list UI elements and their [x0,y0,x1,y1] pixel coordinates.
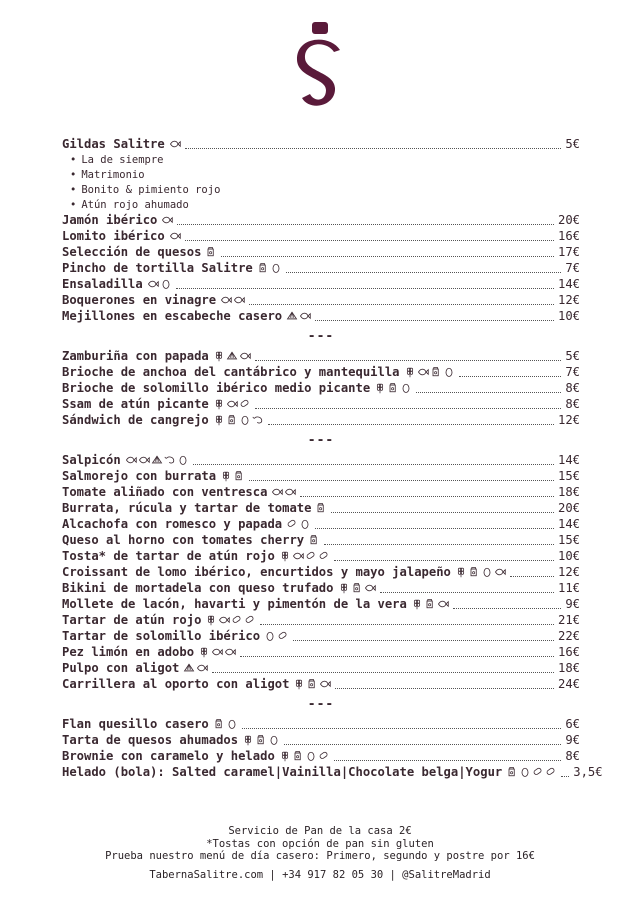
menu-item-price: 16€ [557,645,580,659]
nut-icon [545,766,557,778]
wheat-icon [404,366,416,378]
menu-item-price: 12€ [557,413,580,427]
wheat-icon [455,566,467,578]
menu-item [62,484,580,500]
allergen-icons [293,678,331,690]
dot-leader [176,288,554,289]
menu-item [62,748,580,764]
milk-icon [506,766,518,778]
menu-item-name: Croissant de lomo ibérico, encurtidos y mayo jalapeño [62,565,451,579]
wheat-icon [205,614,217,626]
dot-leader [335,688,554,689]
menu-item-price: 14€ [557,517,580,531]
dot-leader [249,304,554,305]
allergen-icons [183,662,208,674]
allergen-icons [242,734,280,746]
dot-leader [212,672,554,673]
section-separator: --- [307,328,335,344]
menu-item-price: 7€ [565,365,580,379]
milk-icon [351,582,363,594]
menu-item-price: 14€ [557,277,580,291]
allergen-icons [404,366,455,378]
nut-icon [318,550,330,562]
menu-item-name: Ensaladilla [62,277,143,291]
menu-item-price: 24€ [557,677,580,691]
menu-item-name: Tosta* de tartar de atún rojo [62,549,275,563]
menu-item-name: Tartar de solomillo ibérico [62,629,261,643]
dot-leader [331,512,554,513]
dot-leader [284,744,561,745]
menu-item-name: Brioche de anchoa del cantábrico y mantequilla [62,365,400,379]
dot-leader [286,272,562,273]
fish-icon [226,398,238,410]
dot-leader [185,148,562,149]
menu-item [62,244,580,260]
gluten-free-note: *Tostas con opción de pan sin gluten [206,837,434,850]
allergen-icons [205,614,256,626]
menu-item [62,276,580,292]
egg-icon [239,414,251,426]
menu-item-price: 14€ [557,453,580,467]
menu-item-name: Sándwich de cangrejo [62,413,209,427]
menu-item-price: 9€ [565,597,580,611]
nut-icon [231,614,243,626]
menu-item-name: Tarta de quesos ahumados [62,733,239,747]
menu-item-price: 7€ [565,261,580,275]
fish-icon [437,598,449,610]
egg-icon [305,750,317,762]
menu-item-name: Gildas Salitre [62,137,165,151]
menu-item-name: Pulpo con aligot [62,661,180,675]
menu-item-price: 12€ [557,565,580,579]
milk-icon [205,246,217,258]
menu-item [62,412,580,428]
wheat-icon [213,398,225,410]
dot-leader [315,528,554,529]
wheat-icon [242,734,254,746]
wheat-icon [293,678,305,690]
menu-item [62,212,580,228]
menu-item [62,612,580,628]
menu-item-price: 10€ [557,549,580,563]
dot-leader [453,608,561,609]
dot-leader [510,576,554,577]
allergen-icons [169,138,181,150]
fish-icon [138,454,150,466]
menu-item-name: Burrata, rúcula y tartar de tomate [62,501,312,515]
menu-item-name: Helado (bola): Salted caramel|Vainilla|Chocolate belga|Yogur [62,765,503,779]
menu-item-price: 20€ [557,213,580,227]
fish-icon [224,646,236,658]
allergen-icons [286,518,311,530]
menu-item [62,644,580,660]
section-separator: --- [307,432,335,448]
menu-item-name: Zamburiña con papada [62,349,209,363]
egg-icon [519,766,531,778]
nut-icon [532,766,544,778]
milk-icon [255,734,267,746]
daily-menu-note: Prueba nuestro menú de día casero: Primero, segundo y postre por 16€ [105,850,535,862]
dot-leader [249,480,554,481]
wheat-icon [213,414,225,426]
fish-icon [211,646,223,658]
allergen-icons [213,398,251,410]
dot-leader [334,760,562,761]
menu-item [62,548,580,564]
allergen-icons [220,294,245,306]
menu-item-price: 8€ [565,397,580,411]
fish-icon [271,486,283,498]
milk-icon [468,566,480,578]
fish-icon [364,582,376,594]
menu-item-price: 15€ [557,533,580,547]
fish-icon [196,662,208,674]
shrimp-icon [164,454,176,466]
menu-item-name: Salpicón [62,453,121,467]
menu-item [62,764,603,780]
dot-leader [324,544,554,545]
menu-item [62,348,580,364]
menu-item-name: Boquerones en vinagre [62,293,217,307]
menu-item [62,716,580,732]
menu-item [62,396,580,412]
fish-icon [319,678,331,690]
dot-leader [193,464,554,465]
contact-line[interactable]: TabernaSalitre.com | +34 917 82 05 30 | @SalitreMadrid [149,868,491,881]
menu-item-price: 3,5€ [573,765,603,779]
dot-leader [315,320,554,321]
fish-icon [299,310,311,322]
fish-icon [218,614,230,626]
allergen-icons [125,454,189,466]
dot-leader [300,496,554,497]
allergen-icons [315,502,327,514]
menu-item [62,380,580,396]
menu-item [62,628,580,644]
shell-icon [183,662,195,674]
egg-icon [299,518,311,530]
menu-item-name: Mejillones en escabeche casero [62,309,283,323]
wheat-icon [220,470,232,482]
egg-icon [270,262,282,274]
menu-item-price: 18€ [557,661,580,675]
nut-icon [286,518,298,530]
menu-item-price: 6€ [565,717,580,731]
allergen-icons [161,214,173,226]
menu-item-name: Queso al horno con tomates cherry [62,533,305,547]
menu-item-name: Bikini de mortadela con queso trufado [62,581,334,595]
dot-leader [293,640,554,641]
menu-item-name: Carrillera al oporto con aligot [62,677,290,691]
allergen-icons [338,582,376,594]
allergen-icons [374,382,412,394]
menu-item-name: Brioche de solomillo ibérico medio picante [62,381,371,395]
menu-item [62,732,580,748]
dot-leader [177,224,554,225]
allergen-icons [213,414,264,426]
fish-icon [417,366,429,378]
salitre-logo [296,22,344,114]
shrimp-icon [252,414,264,426]
egg-icon [177,454,189,466]
menu-item-name: Mollete de lacón, havarti y pimentón de la vera [62,597,407,611]
menu-item-price: 16€ [557,229,580,243]
menu-item [62,516,580,532]
menu-item-price: 9€ [565,733,580,747]
dot-leader [561,776,569,777]
allergen-icons [198,646,236,658]
shell-icon [226,350,238,362]
egg-icon [160,278,172,290]
menu-item-price: 15€ [557,469,580,483]
dot-leader [416,392,561,393]
wheat-icon [213,350,225,362]
menu-item-variant: • La de siempre [62,152,580,167]
menu-item-price: 17€ [557,245,580,259]
footer [0,825,640,881]
allergen-icons [264,630,289,642]
menu-item-name: Lomito ibérico [62,229,165,243]
dot-leader [240,656,554,657]
menu-item-price: 18€ [557,485,580,499]
egg-icon [443,366,455,378]
allergen-icons [455,566,506,578]
menu-item-price: 5€ [565,137,580,151]
milk-icon [308,534,320,546]
wheat-icon [279,750,291,762]
dot-leader [221,256,554,257]
egg-icon [264,630,276,642]
menu-item [62,452,580,468]
menu-item-price: 10€ [557,309,580,323]
milk-icon [430,366,442,378]
fish-icon [239,350,251,362]
menu-item-price: 12€ [557,293,580,307]
menu-item-name: Pincho de tortilla Salitre [62,261,253,275]
menu-item-price: 11€ [557,581,580,595]
menu-item-price: 21€ [557,613,580,627]
menu-item-price: 20€ [557,501,580,515]
allergen-icons [286,310,311,322]
milk-icon [292,750,304,762]
menu-item-name: Alcachofa con romesco y papada [62,517,283,531]
menu-item [62,228,580,244]
dot-leader [242,728,562,729]
section-separator: --- [307,696,335,712]
menu-item-name: Pez limón en adobo [62,645,195,659]
dot-leader [255,360,562,361]
allergen-icons [257,262,282,274]
allergen-icons [205,246,217,258]
wheat-icon [279,550,291,562]
egg-icon [226,718,238,730]
nut-icon [305,550,317,562]
wheat-icon [198,646,210,658]
milk-icon [387,382,399,394]
dot-leader [255,408,562,409]
menu-item [62,500,580,516]
menu-item [62,580,580,596]
fish-icon [147,278,159,290]
menu-item [62,660,580,676]
wheat-icon [338,582,350,594]
allergen-icons [279,750,330,762]
wheat-icon [411,598,423,610]
dot-leader [459,376,562,377]
dot-leader [260,624,554,625]
menu-item-name: Jamón ibérico [62,213,158,227]
menu-item-variant: • Atún rojo ahumado [62,197,580,212]
allergen-icons [271,486,296,498]
nut-icon [318,750,330,762]
menu-item-price: 22€ [557,629,580,643]
fish-icon [169,230,181,242]
nut-icon [244,614,256,626]
allergen-icons [213,350,251,362]
menu-item-name: Tomate aliñado con ventresca [62,485,268,499]
menu-item [62,292,580,308]
allergen-icons [279,550,330,562]
menu-item [62,364,580,380]
shell-icon [286,310,298,322]
fish-icon [125,454,137,466]
menu-item-name: Tartar de atún rojo [62,613,202,627]
dot-leader [185,240,554,241]
shell-icon [151,454,163,466]
menu-item-name: Salmorejo con burrata [62,469,217,483]
milk-icon [257,262,269,274]
fish-icon [220,294,232,306]
wheat-icon [374,382,386,394]
egg-icon [400,382,412,394]
menu-list [62,136,603,780]
bread-service-note: Servicio de Pan de la casa 2€ [228,825,412,837]
menu-item-name: Ssam de atún picante [62,397,209,411]
allergen-icons [169,230,181,242]
menu-item [62,596,580,612]
egg-icon [481,566,493,578]
milk-icon [306,678,318,690]
egg-icon [268,734,280,746]
dot-leader [380,592,554,593]
fish-icon [161,214,173,226]
fish-icon [494,566,506,578]
menu-item [62,468,580,484]
nut-icon [277,630,289,642]
menu-item [62,564,580,580]
menu-item-variant: • Matrimonio [62,167,580,182]
menu-item [62,308,580,324]
fish-icon [284,486,296,498]
allergen-icons [308,534,320,546]
milk-icon [315,502,327,514]
menu-item [62,136,580,152]
milk-icon [424,598,436,610]
milk-icon [226,414,238,426]
nut-icon [239,398,251,410]
menu-item-price: 8€ [565,381,580,395]
menu-item-name: Brownie con caramelo y helado [62,749,275,763]
milk-icon [233,470,245,482]
allergen-icons [220,470,245,482]
menu-item-price: 5€ [565,349,580,363]
menu-item-name: Flan quesillo casero [62,717,209,731]
menu-item [62,532,580,548]
menu-item-name: Selección de quesos [62,245,202,259]
menu-item-price: 8€ [565,749,580,763]
milk-icon [213,718,225,730]
allergen-icons [147,278,172,290]
menu-item-variant: • Bonito & pimiento rojo [62,182,580,197]
menu-item [62,676,580,692]
fish-icon [233,294,245,306]
allergen-icons [411,598,449,610]
allergen-icons [506,766,557,778]
allergen-icons [213,718,238,730]
fish-icon [169,138,181,150]
dot-leader [334,560,554,561]
fish-icon [292,550,304,562]
dot-leader [268,424,554,425]
menu-item [62,260,580,276]
